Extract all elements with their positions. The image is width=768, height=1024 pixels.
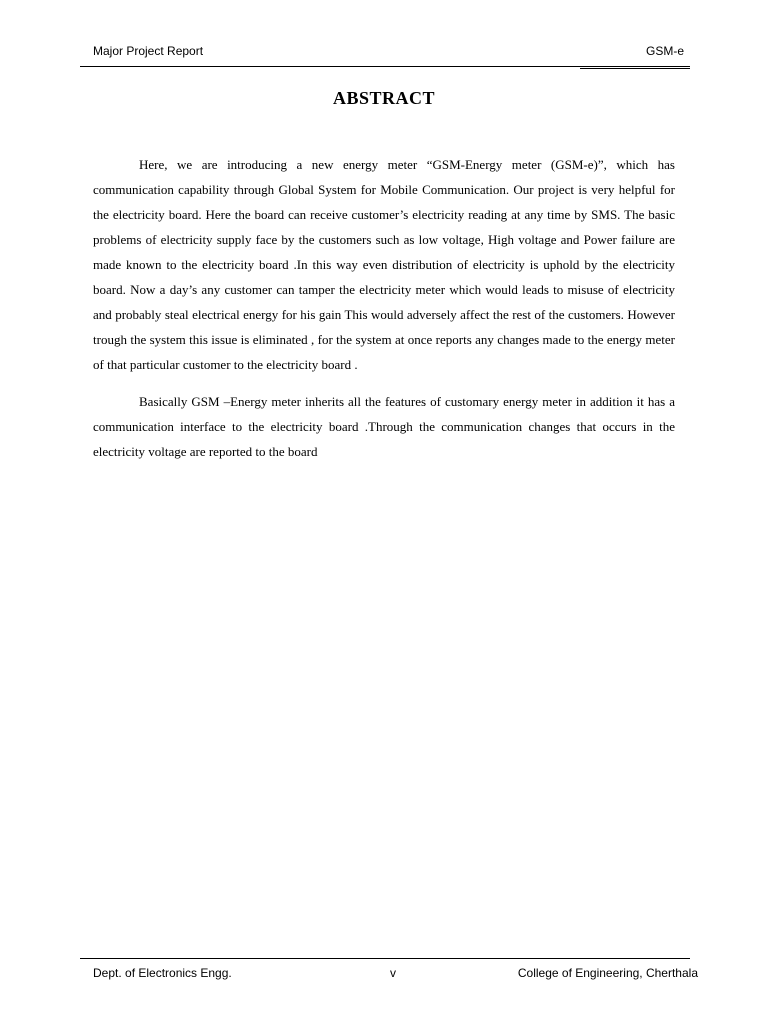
footer-divider bbox=[80, 958, 690, 959]
page-title: ABSTRACT bbox=[332, 88, 436, 108]
page-header bbox=[80, 42, 690, 62]
footer-college: College of Engineering, Cherthala bbox=[517, 966, 698, 980]
header-report-title: Major Project Report bbox=[93, 44, 204, 58]
abstract-paragraph-2: Basically GSM –Energy meter inherits all the features of customary energy meter in addition it has a communication interface to the electricity board .Through the communication changes that occurs in the electricity voltage are reported to the board bbox=[93, 394, 675, 459]
header-divider bbox=[80, 66, 690, 67]
header-project-name: GSM-e bbox=[645, 44, 684, 58]
abstract-paragraph-1: Here, we are introducing a new energy meter “GSM-Energy meter (GSM-e)”, which has communication capability through Global System for Mobile Communication. Our project is very helpful for the electricity board. Here the board can receive customer’s electricity reading at any time by SMS. The basic problems of electricity supply face by the customers such as low voltage, High voltage and Power failure are made known to the electricity board .In this way even distribution of electricity is uphold by the electricity board. Now a day’s any customer can tamper the electricity meter which would leads to misuse of electricity and probably steal electrical energy for his gain This would adversely affect the rest of the customers. However trough the system this issue is eliminated , for the system at once reports any changes made to the energy meter of that particular customer to the electricity board . bbox=[93, 157, 675, 372]
footer-page-number: v bbox=[390, 966, 396, 980]
page-footer bbox=[80, 966, 700, 986]
abstract-body bbox=[93, 152, 675, 476]
footer-department: Dept. of Electronics Engg. bbox=[93, 966, 232, 980]
header-divider-secondary bbox=[580, 68, 690, 69]
